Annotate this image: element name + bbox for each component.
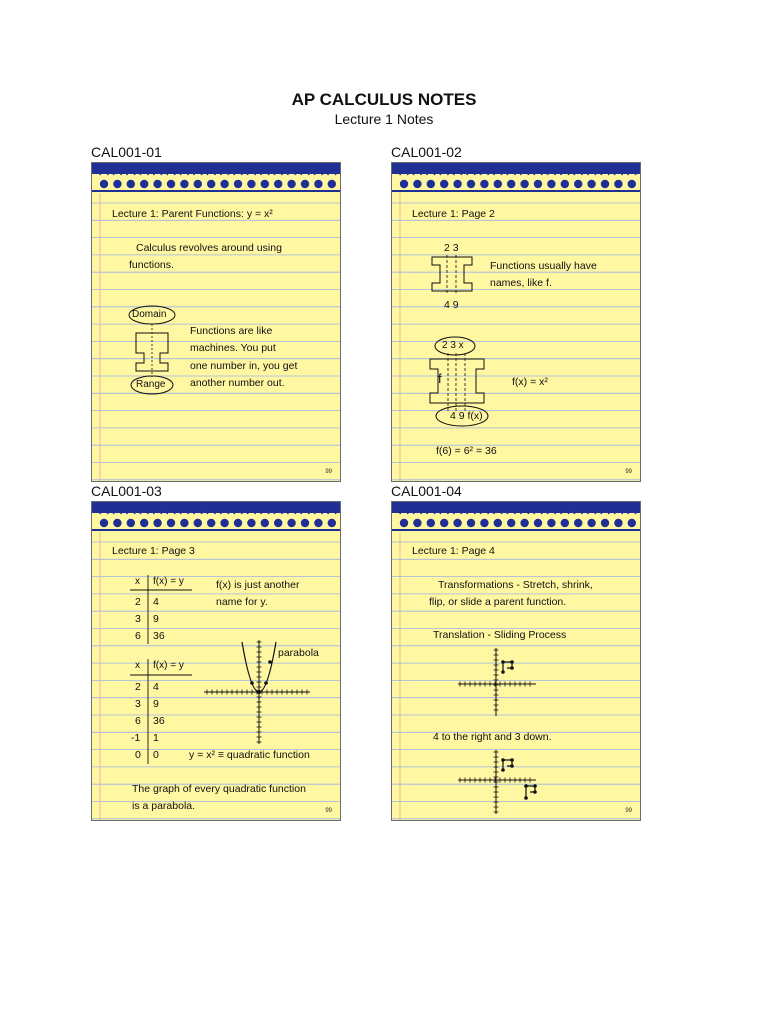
notepad-card-4 xyxy=(391,501,641,821)
text-line: Transformations - Stretch, shrink, xyxy=(438,579,593,591)
text-line: machines. You put xyxy=(190,342,276,354)
table-cell: 1 xyxy=(153,732,159,744)
text-line: f(x) is just another xyxy=(216,579,300,591)
document-subtitle: Lecture 1 Notes xyxy=(334,111,434,127)
text-line: functions. xyxy=(129,259,174,271)
input-numbers-x: 2 3 x xyxy=(442,340,464,351)
output-fx: 4 9 f(x) xyxy=(450,410,483,422)
table-header-x: x xyxy=(135,660,140,671)
text-line: one number in, you get xyxy=(190,360,298,372)
document-title: AP CALCULUS NOTES xyxy=(291,90,477,109)
shift-description: 4 to the right and 3 down. xyxy=(433,731,552,743)
domain-label: Domain xyxy=(132,309,167,320)
example-equation: f(6) = 6² = 36 xyxy=(436,445,497,457)
table-cell: 0 xyxy=(135,749,141,761)
notepad-card-2 xyxy=(391,162,641,482)
page-number: 99 xyxy=(325,469,332,475)
output-numbers: 4 9 xyxy=(444,299,459,311)
input-numbers: 2 3 xyxy=(444,242,459,254)
table-header-x: x xyxy=(135,576,140,587)
text-line: The graph of every quadratic function xyxy=(132,783,306,795)
card-label-4: CAL001-04 xyxy=(391,483,462,499)
card-header: Lecture 1: Parent Functions: y = x² xyxy=(112,208,273,220)
table-cell: 0 xyxy=(153,749,159,761)
text-line: names, like f. xyxy=(490,277,552,289)
table-cell: 4 xyxy=(153,596,159,608)
function-equation: f(x) = x² xyxy=(512,376,548,388)
card-header: Lecture 1: Page 2 xyxy=(412,208,495,220)
notepad-card-3 xyxy=(91,501,341,821)
text-line: flip, or slide a parent function. xyxy=(429,596,567,608)
table-cell: 2 xyxy=(135,596,141,608)
page-number: 99 xyxy=(625,808,632,814)
table-cell: -1 xyxy=(131,732,141,744)
table-cell: 3 xyxy=(135,613,141,625)
text-line: Functions are like xyxy=(190,325,273,337)
range-label: Range xyxy=(136,379,166,390)
text-line: another number out. xyxy=(190,377,285,389)
text-line: is a parabola. xyxy=(132,800,196,812)
card-label-2: CAL001-02 xyxy=(391,144,462,160)
page-number: 99 xyxy=(625,469,632,475)
parabola-label: parabola xyxy=(278,647,319,659)
table-cell: 9 xyxy=(153,698,159,710)
table-cell: 3 xyxy=(135,698,141,710)
table-cell: 2 xyxy=(135,681,141,693)
translation-heading: Translation - Sliding Process xyxy=(433,629,567,641)
card-header: Lecture 1: Page 4 xyxy=(412,545,495,557)
text-line: Calculus revolves around using xyxy=(136,242,282,254)
card-label-3: CAL001-03 xyxy=(91,483,162,499)
function-f-label: f xyxy=(438,371,442,386)
quadratic-equation: y = x² ≡ quadratic function xyxy=(189,749,310,761)
text-line: name for y. xyxy=(216,596,268,608)
table-cell: 36 xyxy=(153,630,165,642)
table-cell: 6 xyxy=(135,715,141,727)
table-cell: 9 xyxy=(153,613,159,625)
text-line: Functions usually have xyxy=(490,260,597,272)
table-cell: 36 xyxy=(153,715,165,727)
card-label-1: CAL001-01 xyxy=(91,144,162,160)
page-number: 99 xyxy=(325,808,332,814)
table-cell: 6 xyxy=(135,630,141,642)
table-cell: 4 xyxy=(153,681,159,693)
table-header-fx: f(x) = y xyxy=(153,660,184,671)
notepad-card-1 xyxy=(91,162,341,482)
card-header: Lecture 1: Page 3 xyxy=(112,545,195,557)
table-header-fx: f(x) = y xyxy=(153,576,184,587)
